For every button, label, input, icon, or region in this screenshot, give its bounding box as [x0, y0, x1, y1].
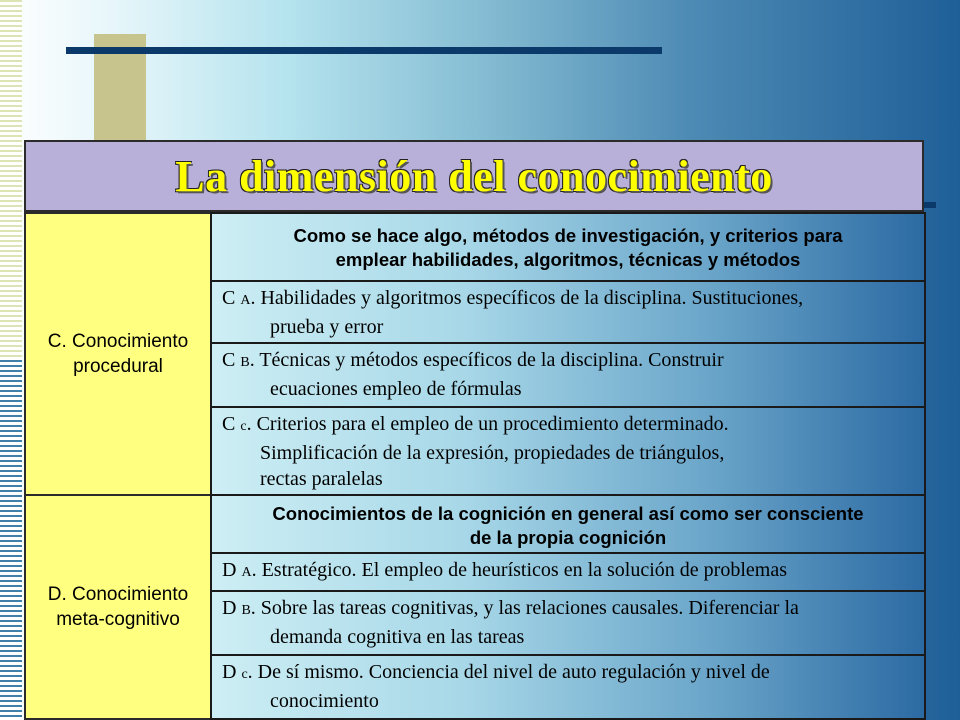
item-line1: . De sí mismo. Conciencia del nivel de auto regulación y nivel de	[247, 661, 770, 683]
navy-accent-line	[66, 47, 662, 54]
section-c-item-b	[210, 342, 926, 408]
item-sub: A	[240, 293, 251, 308]
left-stripe-decoration-lower	[0, 360, 22, 720]
section-c-label-line2: procedural	[73, 356, 163, 377]
item-line2: conocimiento	[270, 690, 379, 712]
item-line1: . Criterios para el empleo de un procedimiento determinado.	[246, 413, 729, 435]
item-line1: . Técnicas y métodos específicos de la disciplina. Construir	[249, 349, 724, 371]
section-d-item-a	[210, 552, 926, 592]
section-d-label	[24, 494, 212, 720]
item-line2: demanda cognitiva en las tareas	[270, 626, 525, 648]
item-sub: A	[241, 565, 252, 580]
item-code: C	[222, 287, 241, 309]
item-line3: rectas paralelas	[260, 468, 383, 490]
section-c-label-line1: C. Conocimiento	[47, 331, 189, 352]
section-d-header	[210, 494, 926, 554]
item-code: C	[222, 413, 241, 435]
section-d-header-line1: Conocimientos de la cognición en general así como ser consciente	[272, 503, 864, 524]
title-banner	[24, 140, 924, 212]
slide-title: La dimensión del conocimiento	[175, 151, 773, 201]
item-line1: . Sobre las tareas cognitivas, y las relaciones causales. Diferenciar la	[250, 597, 799, 619]
section-d-item-c	[210, 654, 926, 720]
section-c-header	[210, 212, 926, 282]
item-line2: prueba y error	[270, 316, 384, 338]
item-code: D	[222, 597, 242, 619]
item-line1: . Habilidades y algoritmos específicos de la disciplina. Sustituciones,	[250, 287, 804, 309]
item-line2: ecuaciones empleo de fórmulas	[270, 378, 522, 400]
section-c-header-line2: emplear habilidades, algoritmos, técnicas y métodos	[335, 249, 801, 270]
section-d-header-line2: de la propia cognición	[469, 527, 667, 548]
item-sub: B	[240, 355, 250, 370]
section-d-label-line2: meta-cognitivo	[56, 609, 180, 630]
item-sub: c	[240, 419, 247, 434]
item-line1: . Estratégico. El empleo de heurísticos en la solución de problemas	[251, 559, 787, 581]
section-c-item-c	[210, 406, 926, 496]
section-c-label	[24, 212, 212, 496]
item-code: D	[222, 559, 242, 581]
section-c-header-line1: Como se hace algo, métodos de investigación, y criterios para	[293, 225, 843, 246]
item-code: D	[222, 661, 242, 683]
item-code: C	[222, 349, 241, 371]
item-sub: B	[241, 603, 251, 618]
item-line2: Simplificación de la expresión, propiedades de triángulos,	[260, 442, 725, 464]
item-sub: c	[241, 667, 248, 682]
section-c-item-a	[210, 280, 926, 344]
section-d-label-line1: D. Conocimiento	[47, 584, 189, 605]
section-d-item-b	[210, 590, 926, 656]
